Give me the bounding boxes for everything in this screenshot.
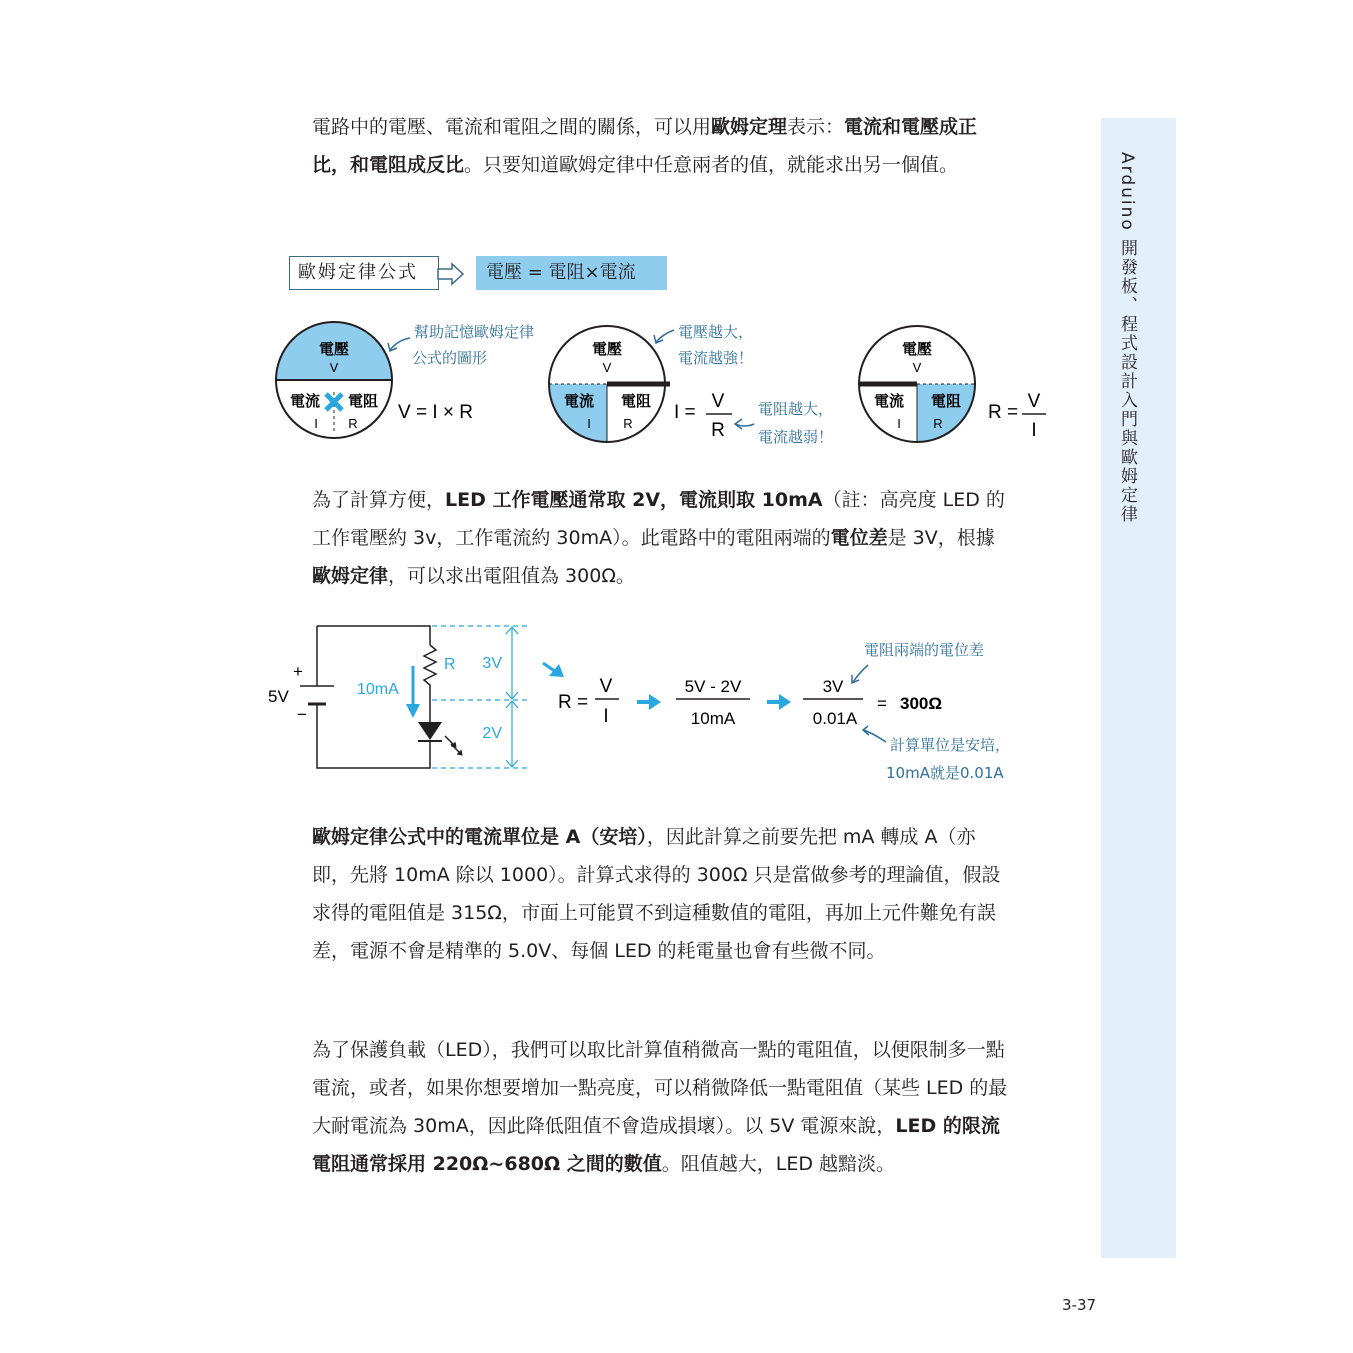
note-memory-b: 公式的圖形: [412, 349, 488, 367]
label-voltage: 電壓: [901, 341, 933, 358]
result-value: 300Ω: [900, 694, 942, 713]
note-unit-b: 10mA就是0.01A: [886, 764, 1004, 782]
ohm-circle-2: [549, 326, 732, 442]
label-resistance: 電阻: [930, 393, 962, 410]
formula-3-num: V: [1027, 391, 1041, 412]
label-current: 電流: [873, 393, 905, 410]
bold-text: LED 工作電壓通常取 2V，電流則取 10mA: [445, 489, 823, 511]
label-resistance: 電阻: [620, 393, 652, 410]
formula-2-den: R: [711, 420, 725, 441]
note-unit-a: 計算單位是安培，: [890, 736, 1011, 754]
paragraph-units: [312, 818, 1012, 970]
label-r: R: [933, 416, 943, 431]
source-voltage: 5V: [268, 687, 289, 706]
step2-den: 0.01A: [812, 709, 858, 728]
note-voltage-a: 電壓越大，: [678, 323, 754, 341]
note-memory-a: 幫助記憶歐姆定律: [414, 323, 535, 341]
step1-num: 5V - 2V: [684, 677, 742, 696]
multiply-icon: [326, 394, 342, 410]
text: ，可以求出電阻值為 300Ω。: [388, 565, 635, 587]
formula-2-num: V: [711, 391, 725, 412]
result-equals: =: [877, 694, 887, 713]
label-r: R: [623, 416, 633, 431]
formula-1: V = I × R: [398, 402, 473, 423]
circuit-diagram: [262, 610, 1062, 790]
label-voltage: 電壓: [318, 341, 350, 358]
current-arrow-icon: [406, 666, 420, 718]
formula-label: 歐姆定律公式: [298, 262, 418, 283]
label-v: V: [602, 360, 612, 375]
voltage-top: 3V: [482, 655, 502, 672]
arrow-right-icon: [436, 262, 466, 286]
text: 。阻值越大，LED 越黯淡。: [661, 1153, 896, 1175]
battery-plus: +: [293, 662, 303, 681]
label-voltage: 電壓: [591, 341, 623, 358]
label-v: V: [912, 360, 922, 375]
current-label: 10mA: [357, 681, 399, 698]
formula-content-box: [476, 256, 667, 290]
formula-2-lhs: I =: [674, 402, 696, 423]
text: 表示：: [787, 116, 845, 138]
text: 電路中的電壓、電流和電阻之間的關係，可以用: [312, 116, 712, 138]
eq-num: V: [599, 676, 613, 697]
resistor-icon: [424, 645, 436, 722]
label-i: I: [314, 416, 318, 431]
arrow-right-icon: [637, 694, 661, 710]
pointer-arrow-icon: [656, 330, 674, 342]
arrow-diagonal-icon: [543, 663, 564, 677]
formula-3-lhs: R =: [988, 402, 1019, 423]
voltage-bottom: 2V: [482, 725, 502, 742]
battery-icon: [300, 686, 334, 704]
pointer-arrow-icon: [853, 665, 868, 682]
pointer-arrow-icon: [864, 730, 886, 742]
pointer-arrow-icon: [390, 338, 410, 350]
pointer-arrow-icon: [736, 424, 754, 426]
ohm-circles-diagram: [260, 310, 1060, 460]
text: （註：高亮度 LED 的工作電壓約 3v，工作電流約 30mA）。此電路中的電阻兩端的: [312, 489, 1005, 549]
text: 。只要知道歐姆定律中任意兩者的值，就能求出另一個值。: [464, 154, 959, 176]
led-icon: [418, 722, 462, 755]
step2-num: 3V: [822, 677, 844, 696]
page-number: 3-37: [1062, 1296, 1097, 1314]
formula-label-box: [289, 256, 439, 290]
bold-text: 歐姆定律公式中的電流單位是 A（安培）: [312, 826, 647, 848]
formula-content: 電壓 = 電阻×電流: [486, 262, 636, 283]
bold-text: LED 的限流電阻通常採用 220Ω~680Ω 之間的數值: [312, 1115, 1000, 1175]
resistor-label: R: [444, 656, 456, 673]
text: ，因此計算之前要先把 mA 轉成 A（亦即，先將 10mA 除以 1000）。計算式求得的 300Ω 只是當做參考的理論值，假設求得的電阻值是 315Ω，市面上可能買不到這種數值的電阻，再加上元件難免有誤差，電源不會是精準的 5.0V、每個 LED 的耗電量也會有些微不同。: [312, 826, 1001, 962]
eq-lhs: R =: [558, 692, 589, 713]
label-r: R: [348, 416, 358, 431]
text: 為了計算方便，: [312, 489, 446, 511]
bold-text: 電位差: [830, 527, 888, 549]
note-potential-difference: 電阻兩端的電位差: [864, 641, 985, 659]
paragraph-intro: [312, 108, 1012, 184]
label-resistance: 電阻: [347, 393, 379, 410]
note-resistance-b: 電流越弱！: [758, 428, 834, 446]
chapter-title: Arduino 開發板、程式設計入門與歐姆定律: [1117, 152, 1137, 525]
battery-minus: −: [297, 705, 307, 724]
label-i: I: [587, 416, 591, 431]
label-current: 電流: [289, 393, 321, 410]
bold-text: 歐姆定理: [711, 116, 788, 138]
arrow-right-icon: [767, 694, 791, 710]
label-current: 電流: [563, 393, 595, 410]
bold-text: 電流和電壓成正比，和電阻成反比: [312, 116, 978, 176]
text: 是 3V，根據: [887, 527, 995, 549]
label-i: I: [897, 416, 901, 431]
step1-den: 10mA: [690, 709, 736, 728]
bold-text: 歐姆定律: [312, 565, 389, 587]
note-resistance-a: 電阻越大，: [758, 400, 834, 418]
paragraph-led-values: [312, 481, 1012, 595]
note-voltage-b: 電流越強！: [678, 349, 754, 367]
dimension-2v-icon: [506, 701, 518, 767]
formula-3-den: I: [1031, 420, 1037, 441]
text: 為了保護負載（LED），我們可以取比計算值稍微高一點的電阻值，以便限制多一點電流，或者，如果你想要增加一點亮度，可以稍微降低一點電阻值（某些 LED 的最大耐電流為 30mA，因此降低阻值不會造成損壞）。以 5V 電源來說，: [312, 1039, 1008, 1137]
eq-den: I: [603, 706, 609, 727]
dimension-3v-icon: [506, 627, 518, 699]
paragraph-protection: [312, 1031, 1012, 1183]
label-v: V: [329, 360, 339, 375]
ohm-circle-3: [859, 326, 1046, 442]
